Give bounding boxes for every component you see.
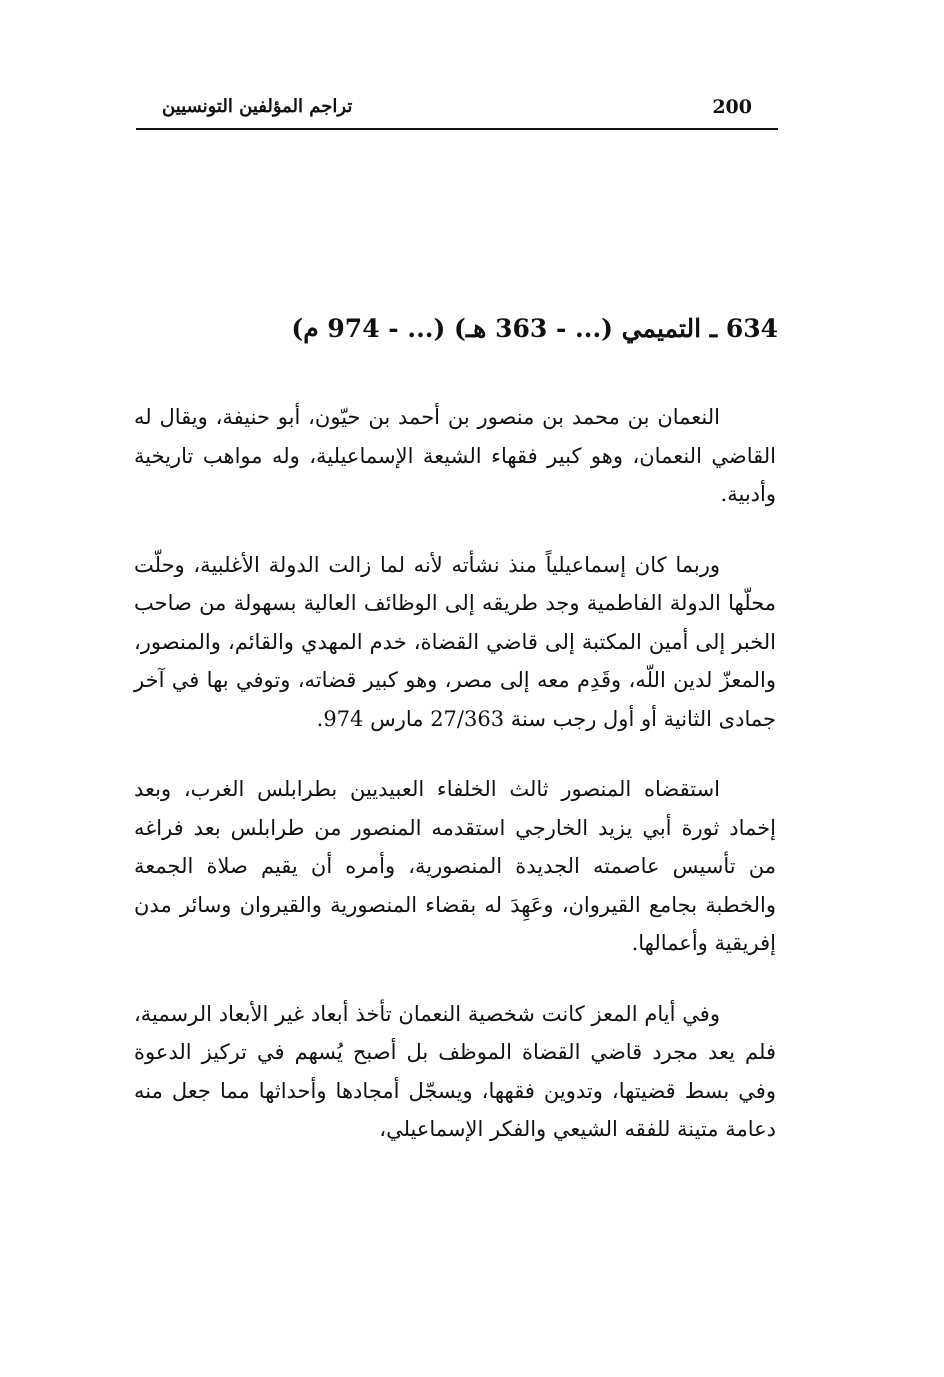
paragraph: وفي أيام المعز كانت شخصية النعمان تأخذ أبعاد غير الأبعاد الرسمية، فلم يعد مجرد قاضي القضاة الموظف بل أصبح يُسهم في تركيز الدعوة وفي بسط قضيتها، وتدوين فقهها، ويسجّل أمجادها وأحداثها مما جعل منه دعامة متينة للفقه الشيعي والفكر الإسماعيلي، (134, 1001, 776, 1141)
paragraph: وربما كان إسماعيلياً منذ نشأته لأنه لما زالت الدولة الأغلبية، وحلّت محلّها الدولة الفاطمية وجد طريقه إلى الوظائف العالية بسهولة من صاحب الخبر إلى أمين المكتبة إلى قاضي القضاة، خدم المهدي والقائم، والمنصور، والمعزّ لدين اللّه، وقَدِم معه إلى مصر، وهو كبير قضاته، وتوفي بها في آخر جمادى الثانية أو أول رجب سنة 27/363 مارس 974. (134, 552, 776, 731)
entry-body (134, 398, 776, 1181)
paragraph: النعمان بن محمد بن منصور بن أحمد بن حيّون، أبو حنيفة، ويقال له القاضي النعمان، وهو كبير فقهاء الشيعة الإسماعيلية، وله مواهب تاريخية وأدبية. (134, 405, 776, 506)
page-header (136, 94, 778, 130)
paragraph: استقضاه المنصور ثالث الخلفاء العبيديين بطرابلس الغرب، وبعد إخماد ثورة أبي يزيد الخارجي استقدمه المنصور من طرابلس بعد فراغه من تأسيس عاصمته الجديدة المنصورية، وأمره أن يقيم صلاة الجمعة والخطبة بجامع القيروان، وعَهِدَ له بقضاء المنصورية والقيروان وسائر مدن إفريقية وأعمالها. (134, 777, 776, 955)
page-number: 200 (712, 96, 752, 118)
entry-heading: 634 ـ التميمي (... - 363 هـ) (... - 974 م) (291, 314, 778, 343)
running-title: تراجم المؤلفين التونسيين (162, 96, 353, 117)
